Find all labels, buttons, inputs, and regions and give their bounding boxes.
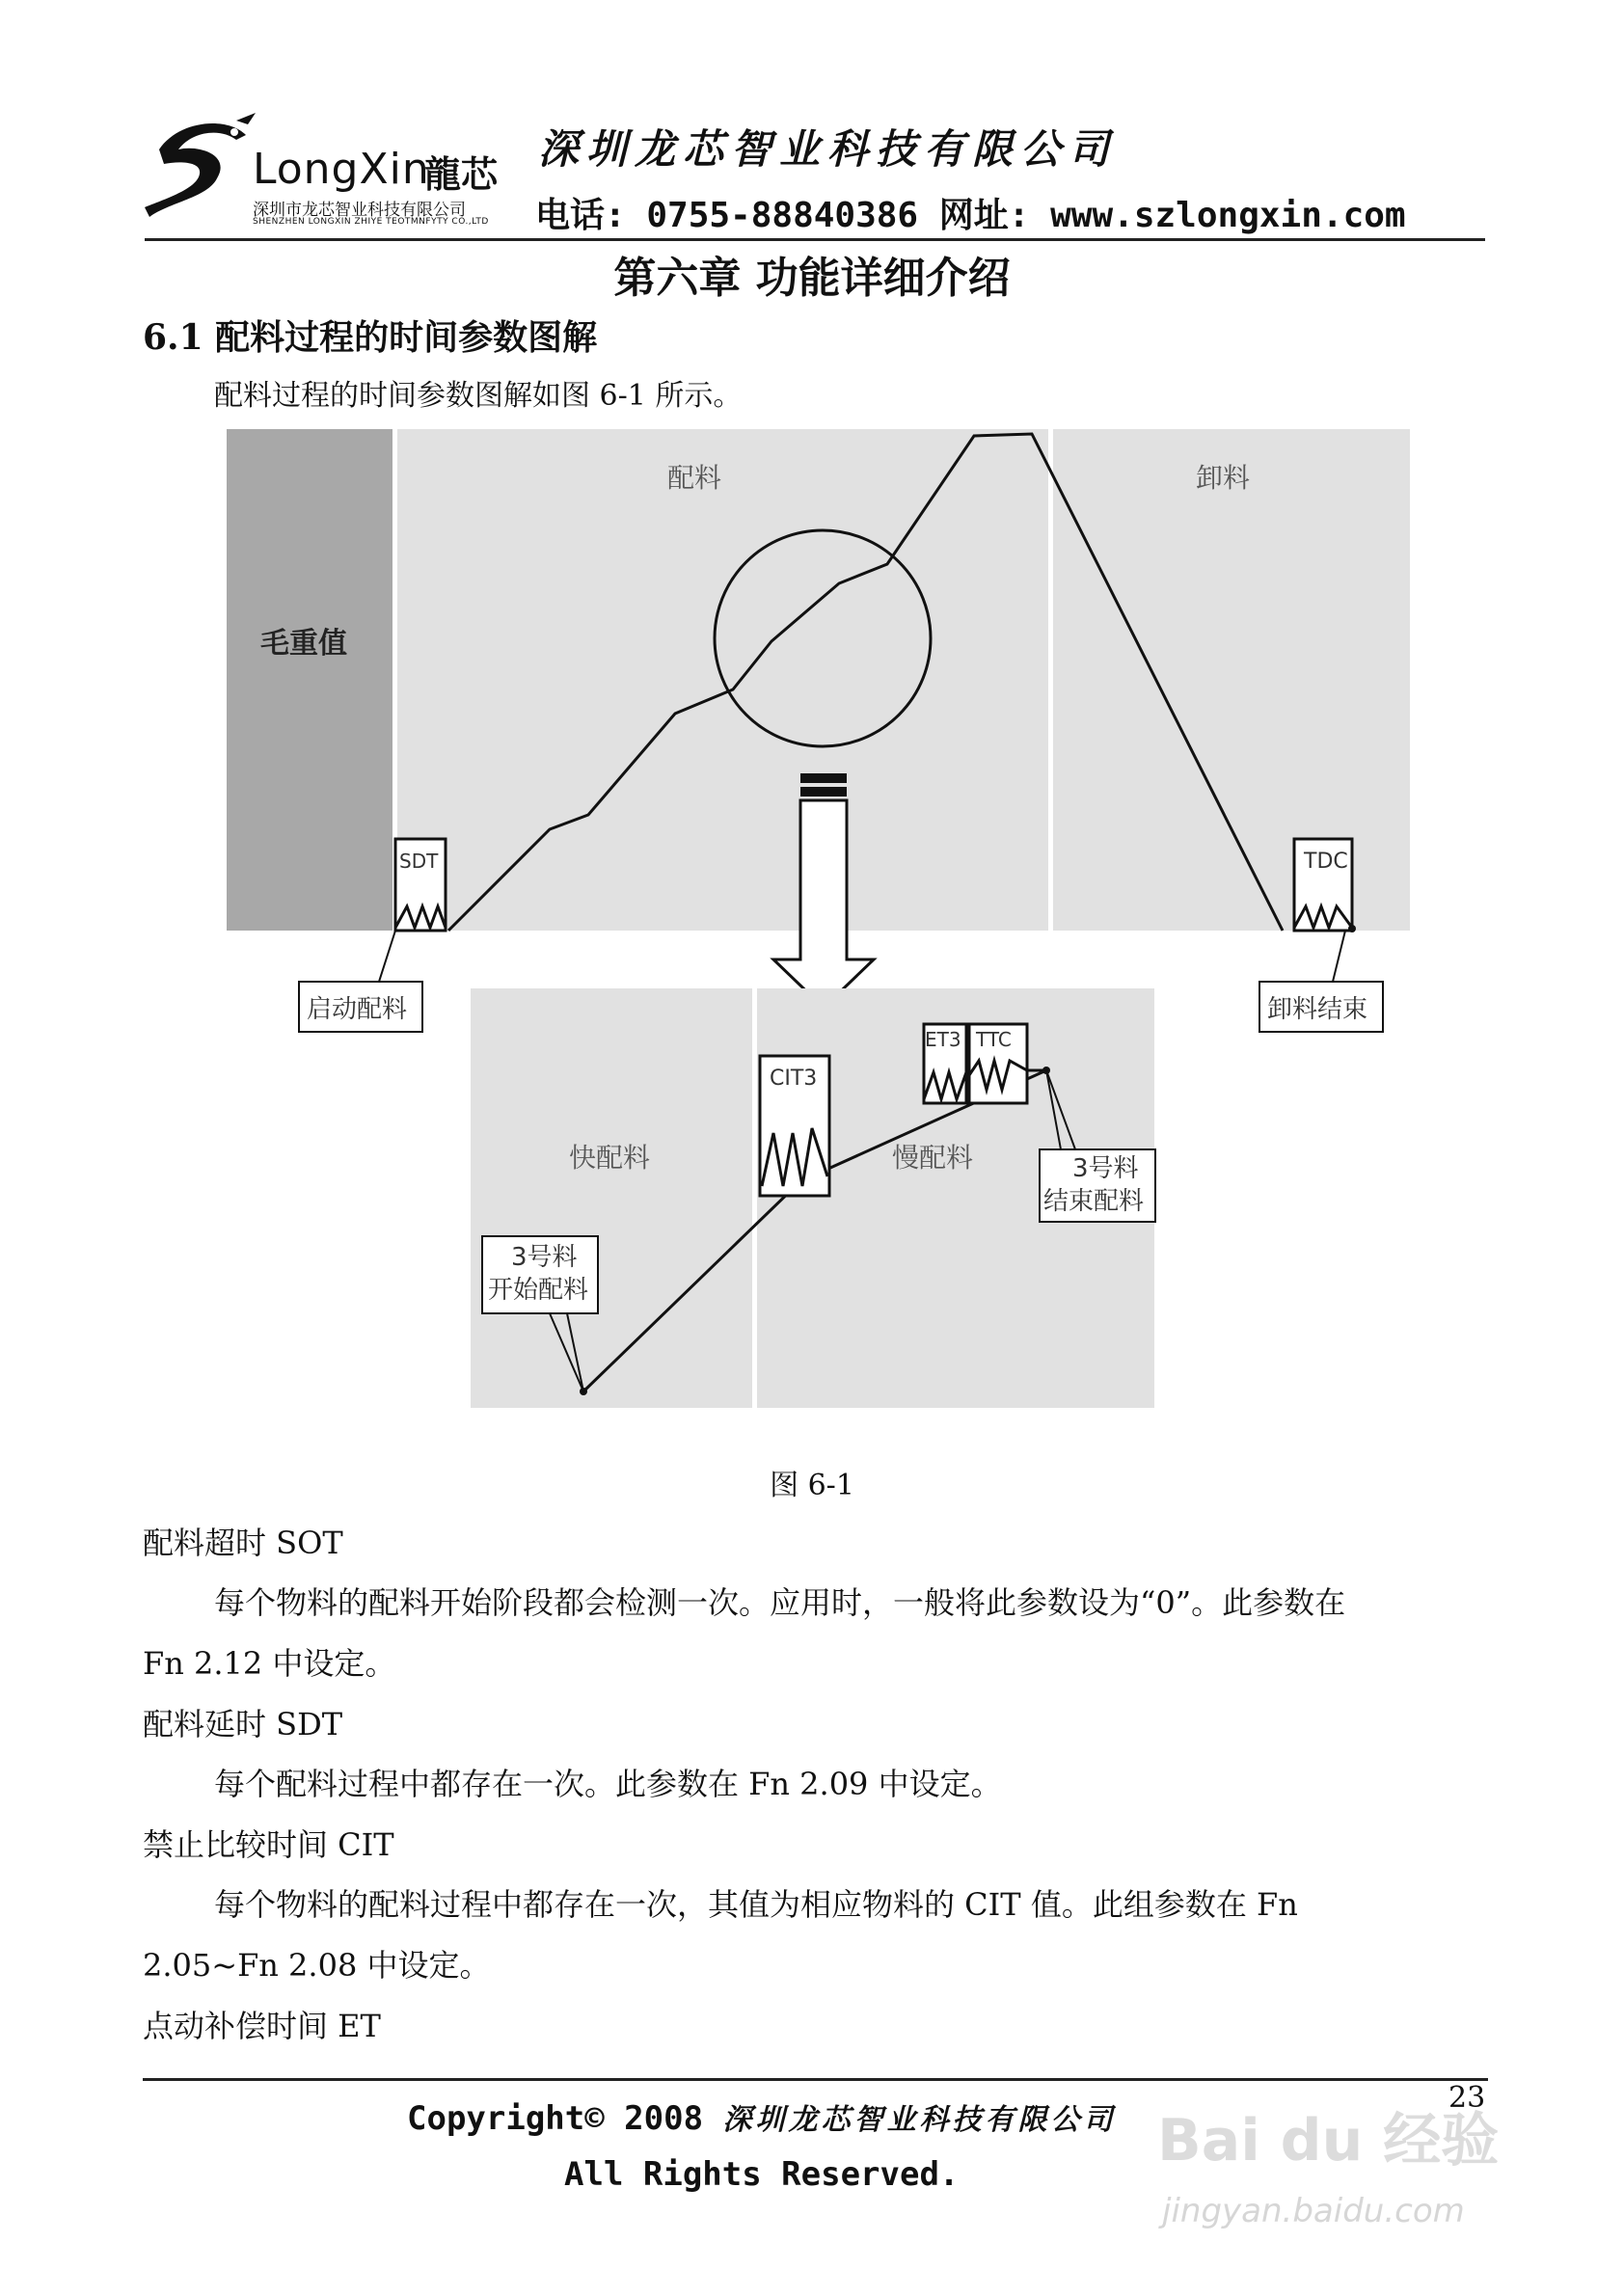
- header-divider: [145, 238, 1485, 241]
- para-sot-line2: Fn 2.12 中设定。: [143, 1645, 396, 1682]
- start3-line1: 3号料: [511, 1243, 578, 1272]
- ttc-label: TTC: [976, 1028, 1012, 1051]
- para-sdt-line1: 每个配料过程中都存在一次。此参数在 Fn 2.09 中设定。: [214, 1766, 1002, 1802]
- end3-line1: 3号料: [1072, 1154, 1139, 1183]
- discharge-label: 卸料: [1196, 462, 1251, 494]
- copyright-text: Copyright© 2008: [407, 2099, 704, 2138]
- gross-weight-panel: [227, 429, 392, 931]
- para-cit-line1: 每个物料的配料过程中都存在一次，其值为相应物料的 CIT 值。此组参数在 Fn: [214, 1886, 1298, 1923]
- footer-company: 深圳龙芯智业科技有限公司: [722, 2103, 1117, 2137]
- term-et: 点动补偿时间 ET: [143, 2008, 381, 2044]
- baidu-watermark-logo: [1157, 2102, 1543, 2179]
- start-callout-text: 启动配料: [307, 995, 408, 1024]
- footer-rights: All Rights Reserved.: [564, 2155, 960, 2194]
- fast-batching-panel: [471, 988, 752, 1408]
- term-sdt: 配料延时 SDT: [143, 1706, 343, 1742]
- dragon-logo-icon: [140, 111, 265, 227]
- chapter-title: 第六章 功能详细介绍: [613, 254, 1011, 303]
- discharge-panel: [1053, 429, 1410, 931]
- logo-subtitle-en: SHENZHEN LONGXIN ZHIYE TEOTMNFYTY CO.,LTD: [253, 217, 489, 227]
- section-title: 6.1 配料过程的时间参数图解: [143, 317, 598, 358]
- header-company-name: 深圳龙芯智业科技有限公司: [538, 125, 1118, 173]
- watermark-url: jingyan.baidu.com: [1162, 2192, 1465, 2230]
- footer-divider: [143, 2078, 1488, 2081]
- cit3-label: CIT3: [770, 1067, 818, 1091]
- end-callout-text: 卸料结束: [1267, 995, 1368, 1024]
- figure-caption: 图 6-1: [770, 1469, 854, 1502]
- et3-label: ET3: [925, 1028, 961, 1051]
- logo-brand-text: LongXin: [253, 145, 430, 194]
- section-intro: 配料过程的时间参数图解如图 6-1 所示。: [214, 379, 743, 413]
- slow-batching-label: 慢配料: [892, 1142, 974, 1174]
- sdt-label: SDT: [399, 850, 439, 873]
- term-cit: 禁止比较时间 CIT: [143, 1826, 394, 1863]
- start3-line2: 开始配料: [488, 1276, 589, 1305]
- watermark-brand: Bai du 经验: [1157, 2107, 1500, 2174]
- batching-label: 配料: [667, 462, 722, 494]
- fast-batching-label: 快配料: [569, 1142, 651, 1174]
- para-cit-line2: 2.05~Fn 2.08 中设定。: [143, 1947, 491, 1984]
- logo-subtitle-cn: 深圳市龙芯智业科技有限公司: [253, 201, 466, 220]
- tdc-label: TDC: [1304, 850, 1348, 874]
- para-sot-line1: 每个物料的配料开始阶段都会检测一次。应用时，一般将此参数设为“0”。此参数在: [214, 1584, 1346, 1621]
- footer-copyright: [407, 2095, 1117, 2138]
- logo-brand-cn: 龍芯: [424, 153, 499, 196]
- gross-weight-label: 毛重值: [260, 627, 347, 661]
- end3-line2: 结束配料: [1043, 1187, 1145, 1216]
- term-sot: 配料超时 SOT: [143, 1525, 343, 1561]
- header-contact: 电话: 0755-88840386 网址: www.szlongxin.com: [535, 196, 1406, 235]
- page-number: 23: [1448, 2081, 1486, 2115]
- figure-6-1: [222, 424, 1418, 1437]
